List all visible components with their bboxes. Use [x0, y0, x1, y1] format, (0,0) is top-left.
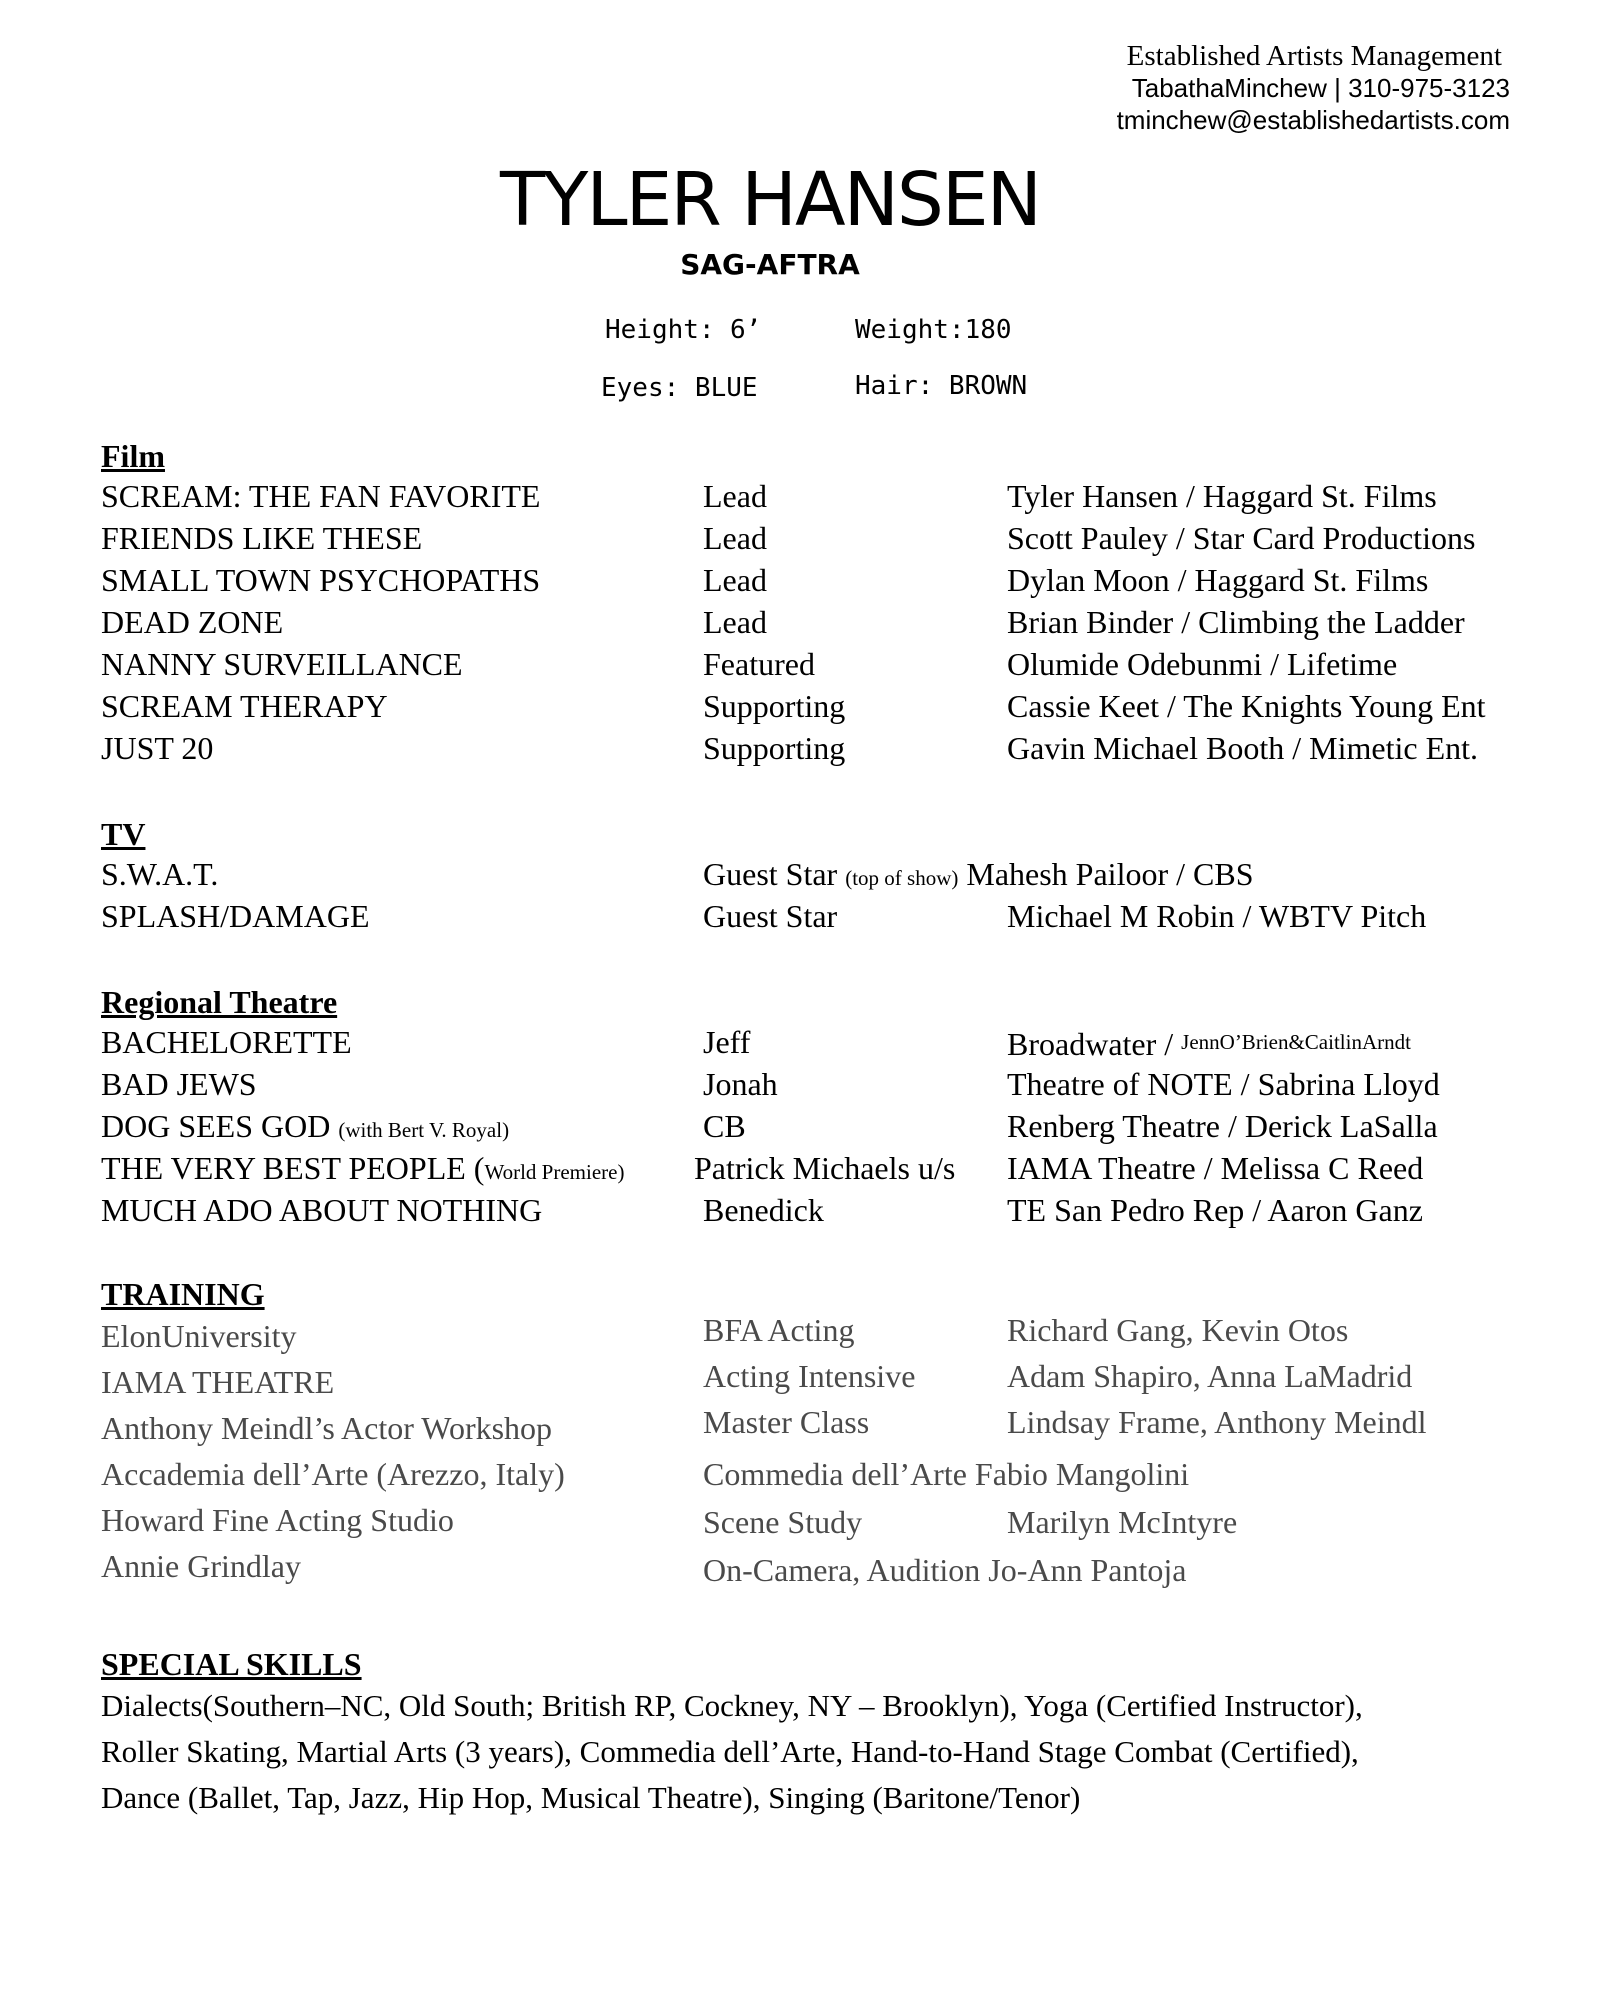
project-title: MUCH ADO ABOUT NOTHING — [101, 1192, 543, 1228]
focus: Scene Study — [703, 1504, 863, 1540]
school: Annie Grindlay — [101, 1548, 301, 1584]
role: CB — [703, 1108, 746, 1144]
training-heading: TRAINING — [101, 1276, 265, 1312]
credit-row — [101, 1147, 1541, 1189]
role: Lead — [703, 562, 767, 598]
role-note: (top of show) — [845, 866, 959, 890]
project-title: SCREAM: THE FAN FAVORITE — [101, 478, 541, 514]
project-title-with-note — [101, 1147, 624, 1193]
project-title: SCREAM THERAPY — [101, 688, 388, 724]
training-row — [101, 1497, 1541, 1543]
role: Lead — [703, 478, 767, 514]
film-section — [101, 437, 1541, 769]
credit-row — [101, 517, 1541, 559]
role: Jonah — [703, 1066, 778, 1102]
training-row — [101, 1451, 1541, 1497]
skills-heading: SPECIAL SKILLS — [101, 1646, 362, 1682]
focus: Acting Intensive — [703, 1358, 916, 1394]
focus: On-Camera, Audition Jo-Ann Pantoja — [703, 1552, 1187, 1588]
project-note: World Premiere) — [484, 1160, 625, 1184]
project-title: DOG SEES GOD — [101, 1108, 331, 1144]
actor-name: TYLER HANSEN — [499, 157, 1041, 243]
training-row — [101, 1543, 1541, 1589]
focus: Commedia dell’Arte Fabio Mangolini — [703, 1456, 1190, 1492]
school: IAMA THEATRE — [101, 1364, 335, 1400]
director-company: Theatre of NOTE / Sabrina Lloyd — [1007, 1066, 1440, 1102]
role: Supporting — [703, 688, 846, 724]
credit-row — [101, 1189, 1541, 1231]
height-label: Height: — [605, 315, 715, 345]
credit-row — [101, 853, 1541, 895]
credit-row — [101, 685, 1541, 727]
credit-row — [101, 895, 1541, 937]
teachers: Richard Gang, Kevin Otos — [1007, 1312, 1349, 1348]
role: Supporting — [703, 730, 846, 766]
theatre-heading: Regional Theatre — [101, 984, 338, 1020]
project-title: DEAD ZONE — [101, 604, 284, 640]
project-title: SPLASH/DAMAGE — [101, 898, 370, 934]
skills-section — [101, 1645, 1541, 1821]
project-title: BAD JEWS — [101, 1066, 257, 1102]
credit-row — [101, 643, 1541, 685]
teachers: Adam Shapiro, Anna LaMadrid — [1007, 1358, 1413, 1394]
project-title: SMALL TOWN PSYCHOPATHS — [101, 562, 541, 598]
project-title: JUST 20 — [101, 730, 214, 766]
director-company: Mahesh Pailoor / CBS — [966, 856, 1254, 892]
credit-row — [101, 559, 1541, 601]
agent-email: tminchew@establishedartists.com — [1116, 105, 1510, 135]
film-heading: Film — [101, 438, 165, 474]
role: Jeff — [703, 1024, 751, 1060]
director-company: Dylan Moon / Haggard St. Films — [1007, 562, 1429, 598]
school: ElonUniversity — [101, 1318, 297, 1354]
theatre-name: Broadwater / — [1007, 1026, 1174, 1062]
director-company: Tyler Hansen / Haggard St. Films — [1007, 478, 1437, 514]
credit-row — [101, 601, 1541, 643]
director-company: Brian Binder / Climbing the Ladder — [1007, 604, 1465, 640]
role-with-note — [703, 853, 1253, 899]
skills-line: Dance (Ballet, Tap, Jazz, Hip Hop, Musical Theatre), Singing (Baritone/Tenor) — [101, 1780, 1081, 1815]
tv-heading: TV — [101, 816, 146, 852]
role: Lead — [703, 604, 767, 640]
project-title: BACHELORETTE — [101, 1024, 352, 1060]
role: Guest Star — [703, 856, 838, 892]
role: Benedick — [703, 1192, 824, 1228]
director-company: Michael M Robin / WBTV Pitch — [1007, 898, 1427, 934]
teachers: Marilyn McIntyre — [1007, 1504, 1238, 1540]
school: Anthony Meindl’s Actor Workshop — [101, 1410, 553, 1446]
hair-stat: Hair: BROWN — [855, 371, 1028, 401]
director-company: Olumide Odebunmi / Lifetime — [1007, 646, 1398, 682]
director-company: TE San Pedro Rep / Aaron Ganz — [1007, 1192, 1423, 1228]
school: Howard Fine Acting Studio — [101, 1502, 454, 1538]
project-title: NANNY SURVEILLANCE — [101, 646, 463, 682]
agent-contact-line: TabathaMinchew | 310-975-3123 — [1131, 73, 1510, 103]
training-section — [101, 1275, 1541, 1589]
union-affiliation: SAG-AFTRA — [680, 248, 860, 281]
teachers: Lindsay Frame, Anthony Meindl — [1007, 1404, 1427, 1440]
tv-section — [101, 815, 1541, 937]
credit-row — [101, 1021, 1541, 1063]
credit-row — [101, 727, 1541, 769]
director-company: IAMA Theatre / Melissa C Reed — [1007, 1150, 1424, 1186]
director-company: Gavin Michael Booth / Mimetic Ent. — [1007, 730, 1479, 766]
director-company: Cassie Keet / The Knights Young Ent — [1007, 688, 1486, 724]
credit-row — [101, 1063, 1541, 1105]
director-note: JennO’Brien&CaitlinArndt — [1181, 1030, 1411, 1054]
director-company: Renberg Theatre / Derick LaSalla — [1007, 1108, 1438, 1144]
focus: BFA Acting — [703, 1312, 855, 1348]
skills-line: Roller Skating, Martial Arts (3 years), Commedia dell’Arte, Hand-to-Hand Stage Combat (Certified), — [101, 1734, 1359, 1769]
training-row — [101, 1405, 1541, 1451]
project-title: S.W.A.T. — [101, 856, 219, 892]
credit-row — [101, 1105, 1541, 1147]
project-note: (with Bert V. Royal) — [338, 1118, 510, 1142]
agency-contact-block — [1117, 40, 1510, 136]
director-company: Scott Pauley / Star Card Productions — [1007, 520, 1476, 556]
height-value: 6’ — [730, 315, 762, 345]
theatre-section — [101, 983, 1541, 1231]
skills-line: Dialects(Southern–NC, Old South; British RP, Cockney, NY – Brooklyn), Yoga (Certified Instructor), — [101, 1688, 1363, 1723]
director-company — [1007, 1021, 1411, 1065]
focus: Master Class — [703, 1404, 870, 1440]
school: Accademia dell’Arte (Arezzo, Italy) — [101, 1456, 565, 1492]
eyes-stat: Eyes: BLUE — [601, 373, 758, 403]
role: Patrick Michaels u/s — [694, 1150, 956, 1186]
project-title: FRIENDS LIKE THESE — [101, 520, 423, 556]
credit-row — [101, 475, 1541, 517]
role: Featured — [703, 646, 815, 682]
role: Guest Star — [703, 898, 838, 934]
project-title-with-note — [101, 1105, 509, 1151]
role: Lead — [703, 520, 767, 556]
agency-name: Established Artists Management — [1126, 40, 1502, 72]
project-title: THE VERY BEST PEOPLE ( — [101, 1150, 485, 1186]
weight-stat: Weight:180 — [855, 315, 1012, 345]
